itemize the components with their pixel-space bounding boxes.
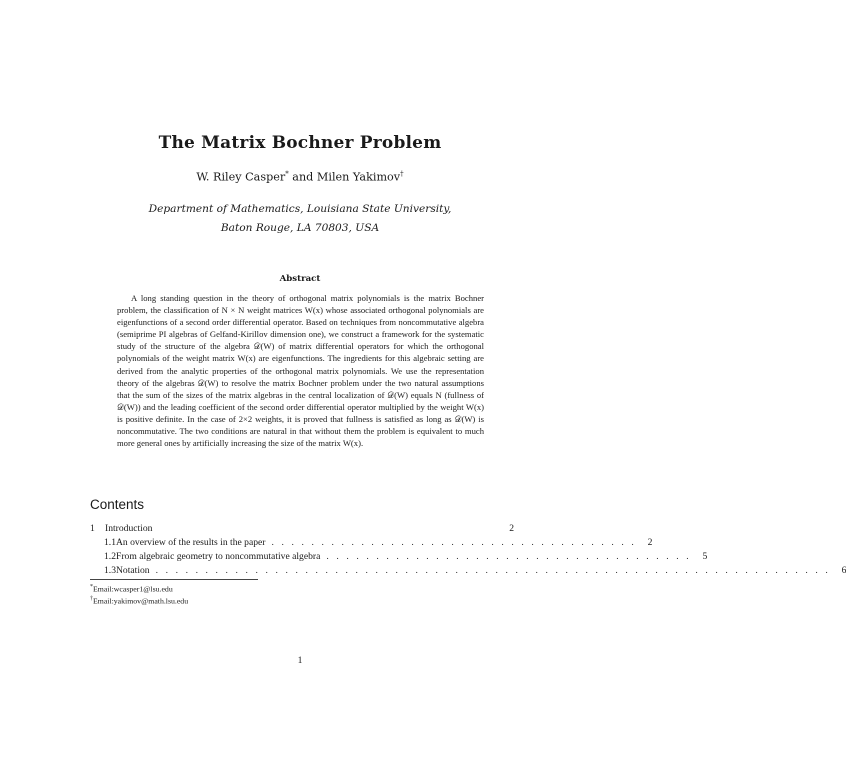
author-line xyxy=(0,170,600,184)
affiliation-line-1: Department of Mathematics, Louisiana State University, xyxy=(148,203,452,215)
abstract-body: A long standing question in the theory of orthogonal matrix polynomials is the matrix Bochner problem, the classification of N × N weight matrices W(x) whose associated orthogonal polynomials are eigenfunctions of a second order differential operator. Based on techniques from noncommutative algebra (semiprime PI algebras of Gelfand-Kirillov dimension one), we construct a framework for the systematic study of the structure of the algebra 𝒟(W) of matrix differential operators for which the orthogonal polynomials of the weight matrix W(x) are eigenfunctions. The ingredients for this algebraic setting are derived from the analytic properties of the orthogonal matrix polynomials. We use the representation theory of the algebras 𝒟(W) to resolve the matrix Bochner problem under the two natural assumptions that the sum of the sizes of the matrix algebras in the central localization of 𝒟(W) equals N (fullness of 𝒟(W)) and the leading coefficient of the second order differential operator multiplied by the weight W(x) is positive definite. In the case of 2×2 weights, it is proved that fullness is satisfied as long as 𝒟(W) is noncommutative. The two conditions are natural in that without them the problem is equivalent to much more general ones by artificially increasing the size of the matrix W(x). xyxy=(117,293,484,449)
toc-entry-label: An overview of the results in the paper xyxy=(116,537,266,548)
footnote-yakimov xyxy=(90,596,188,606)
toc-entry-page: 5 xyxy=(702,551,708,562)
footnote-casper xyxy=(90,584,173,594)
author-casper: W. Riley Casper xyxy=(196,170,286,184)
footnote-rule xyxy=(90,579,258,580)
author-conjunction: and xyxy=(292,170,314,184)
toc-leader: . . . . . . . . . . . . . . . . . . . . . . . . . . . . . . . . . . . . . xyxy=(326,551,692,562)
toc-entry-label: Notation xyxy=(116,565,150,576)
author-yakimov: Milen Yakimov xyxy=(316,170,401,184)
toc-entry-introduction[interactable] xyxy=(90,523,514,534)
footnote-mark: † xyxy=(90,596,93,602)
toc-entry-label: Introduction xyxy=(105,523,153,534)
toc-leader: . . . . . . . . . . . . . . . . . . . . . . . . . . . . . . . . . . . . . xyxy=(271,537,637,548)
contents-heading: Contents xyxy=(90,497,145,512)
footnote-mark-casper: * xyxy=(285,170,289,178)
toc-entry-number: 1 xyxy=(90,523,95,534)
toc-entry-number: 1.2 xyxy=(104,551,116,562)
toc-entry-number: 1.1 xyxy=(104,537,116,548)
toc-entry-page: 2 xyxy=(509,523,514,534)
footnote-mark: * xyxy=(90,584,93,590)
affiliation-line-2: Baton Rouge, LA 70803, USA xyxy=(220,222,380,234)
footnote-email-casper[interactable]: Email:wcasper1@lsu.edu xyxy=(93,584,173,594)
toc-entry-label: From algebraic geometry to noncommutative algebra xyxy=(116,551,321,562)
toc-leader: . . . . . . . . . . . . . . . . . . . . . . . . . . . . . . . . . . . . . . . . . . . . . . . . . . . . . . . . . . . . . . . . . . . . xyxy=(155,565,831,576)
toc-entry-number: 1.3 xyxy=(104,565,116,576)
paper-title: The Matrix Bochner Problem xyxy=(158,133,442,153)
footnote-mark-yakimov: † xyxy=(400,170,404,178)
toc-entry-overview[interactable] xyxy=(104,537,653,548)
toc-entry-algebraic-geometry[interactable] xyxy=(104,551,708,562)
toc-entry-notation[interactable] xyxy=(104,565,846,576)
toc-entry-page: 2 xyxy=(647,537,653,548)
toc-entry-page: 6 xyxy=(841,565,846,576)
footnote-email-yakimov[interactable]: Email:yakimov@math.lsu.edu xyxy=(93,596,189,606)
page-number: 1 xyxy=(297,655,303,666)
abstract-heading: Abstract xyxy=(279,274,321,284)
